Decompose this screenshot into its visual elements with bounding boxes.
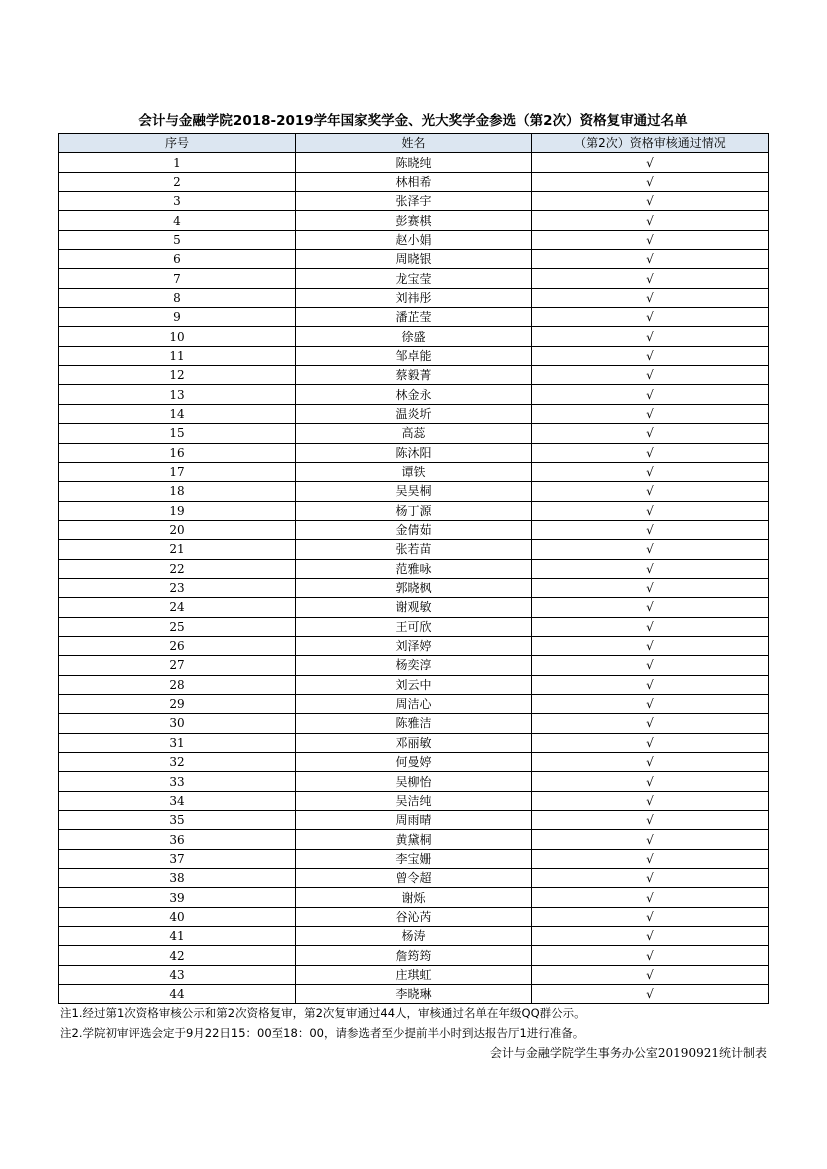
table-row	[59, 308, 769, 327]
status-check-cell: √	[532, 811, 769, 830]
table-row	[59, 250, 769, 269]
table-row	[59, 965, 769, 984]
student-name-cell: 刘云中	[296, 675, 532, 694]
status-check-cell: √	[532, 888, 769, 907]
student-name-cell: 龙宝莹	[296, 269, 532, 288]
student-name-cell: 邹卓能	[296, 346, 532, 365]
table-row	[59, 443, 769, 462]
row-number-cell: 15	[59, 424, 296, 443]
student-name-cell: 詹筠筠	[296, 946, 532, 965]
student-name-cell: 赵小娟	[296, 230, 532, 249]
table-row	[59, 694, 769, 713]
table-row	[59, 849, 769, 868]
table-row	[59, 501, 769, 520]
row-number-cell: 18	[59, 482, 296, 501]
status-check-cell: √	[532, 559, 769, 578]
student-name-cell: 彭赛棋	[296, 211, 532, 230]
student-name-cell: 陈晓纯	[296, 153, 532, 172]
column-header-number: 序号	[59, 134, 296, 153]
row-number-cell: 16	[59, 443, 296, 462]
row-number-cell: 44	[59, 985, 296, 1004]
row-number-cell: 19	[59, 501, 296, 520]
row-number-cell: 17	[59, 462, 296, 481]
student-name-cell: 潘芷莹	[296, 308, 532, 327]
table-row	[59, 675, 769, 694]
table-row	[59, 540, 769, 559]
row-number-cell: 9	[59, 308, 296, 327]
row-number-cell: 7	[59, 269, 296, 288]
row-number-cell: 22	[59, 559, 296, 578]
student-name-cell: 谭铁	[296, 462, 532, 481]
table-row	[59, 192, 769, 211]
status-check-cell: √	[532, 578, 769, 597]
status-check-cell: √	[532, 753, 769, 772]
table-row	[59, 559, 769, 578]
status-check-cell: √	[532, 985, 769, 1004]
status-check-cell: √	[532, 540, 769, 559]
row-number-cell: 11	[59, 346, 296, 365]
table-row	[59, 385, 769, 404]
student-name-cell: 周雨晴	[296, 811, 532, 830]
row-number-cell: 20	[59, 520, 296, 539]
status-check-cell: √	[532, 230, 769, 249]
table-row	[59, 578, 769, 597]
status-check-cell: √	[532, 791, 769, 810]
student-name-cell: 曾令超	[296, 869, 532, 888]
student-name-cell: 杨丁源	[296, 501, 532, 520]
row-number-cell: 29	[59, 694, 296, 713]
student-name-cell: 谷沁芮	[296, 907, 532, 926]
table-row	[59, 811, 769, 830]
row-number-cell: 12	[59, 366, 296, 385]
table-row	[59, 346, 769, 365]
note-1: 注1.经过第1次资格审核公示和第2次资格复审，第2次复审通过44人，审核通过名单在年级QQ群公示。	[60, 1006, 586, 1020]
status-check-cell: √	[532, 269, 769, 288]
student-name-cell: 刘泽婷	[296, 636, 532, 655]
status-check-cell: √	[532, 250, 769, 269]
status-check-cell: √	[532, 714, 769, 733]
row-number-cell: 30	[59, 714, 296, 733]
status-check-cell: √	[532, 462, 769, 481]
status-check-cell: √	[532, 694, 769, 713]
status-check-cell: √	[532, 327, 769, 346]
student-name-cell: 何曼婷	[296, 753, 532, 772]
student-name-cell: 范雅咏	[296, 559, 532, 578]
student-name-cell: 张泽宇	[296, 192, 532, 211]
status-check-cell: √	[532, 404, 769, 423]
row-number-cell: 25	[59, 617, 296, 636]
student-name-cell: 庄琪虹	[296, 965, 532, 984]
status-check-cell: √	[532, 153, 769, 172]
column-header-status: （第2次）资格审核通过情况	[532, 134, 769, 153]
status-check-cell: √	[532, 617, 769, 636]
table-row	[59, 636, 769, 655]
table-row	[59, 888, 769, 907]
table-row	[59, 927, 769, 946]
student-name-cell: 吴柳怡	[296, 772, 532, 791]
student-name-cell: 张若苗	[296, 540, 532, 559]
table-row	[59, 462, 769, 481]
row-number-cell: 35	[59, 811, 296, 830]
student-name-cell: 李晓琳	[296, 985, 532, 1004]
row-number-cell: 8	[59, 288, 296, 307]
student-name-cell: 林相希	[296, 172, 532, 191]
status-check-cell: √	[532, 346, 769, 365]
row-number-cell: 41	[59, 927, 296, 946]
status-check-cell: √	[532, 830, 769, 849]
row-number-cell: 4	[59, 211, 296, 230]
row-number-cell: 40	[59, 907, 296, 926]
row-number-cell: 36	[59, 830, 296, 849]
student-name-cell: 刘祎彤	[296, 288, 532, 307]
status-check-cell: √	[532, 965, 769, 984]
row-number-cell: 43	[59, 965, 296, 984]
row-number-cell: 3	[59, 192, 296, 211]
row-number-cell: 42	[59, 946, 296, 965]
status-check-cell: √	[532, 907, 769, 926]
student-name-cell: 温炎圻	[296, 404, 532, 423]
status-check-cell: √	[532, 501, 769, 520]
table-row	[59, 520, 769, 539]
student-name-cell: 杨奕淳	[296, 656, 532, 675]
row-number-cell: 6	[59, 250, 296, 269]
status-check-cell: √	[532, 598, 769, 617]
status-check-cell: √	[532, 927, 769, 946]
row-number-cell: 38	[59, 869, 296, 888]
table-row	[59, 327, 769, 346]
student-name-cell: 林金永	[296, 385, 532, 404]
table-row	[59, 366, 769, 385]
footer-signature: 会计与金融学院学生事务办公室20190921统计制表	[489, 1046, 767, 1060]
row-number-cell: 37	[59, 849, 296, 868]
status-check-cell: √	[532, 772, 769, 791]
student-name-cell: 吴洁纯	[296, 791, 532, 810]
table-row	[59, 791, 769, 810]
student-name-cell: 徐盛	[296, 327, 532, 346]
student-name-cell: 黄黛桐	[296, 830, 532, 849]
student-name-cell: 李宝姗	[296, 849, 532, 868]
table-row	[59, 946, 769, 965]
row-number-cell: 10	[59, 327, 296, 346]
roster-table	[58, 133, 769, 1004]
table-row	[59, 211, 769, 230]
row-number-cell: 24	[59, 598, 296, 617]
student-name-cell: 周晓银	[296, 250, 532, 269]
status-check-cell: √	[532, 366, 769, 385]
student-name-cell: 高蕊	[296, 424, 532, 443]
table-row	[59, 172, 769, 191]
table-row	[59, 617, 769, 636]
row-number-cell: 28	[59, 675, 296, 694]
status-check-cell: √	[532, 636, 769, 655]
student-name-cell: 谢烁	[296, 888, 532, 907]
status-check-cell: √	[532, 869, 769, 888]
row-number-cell: 34	[59, 791, 296, 810]
table-row	[59, 869, 769, 888]
status-check-cell: √	[532, 385, 769, 404]
status-check-cell: √	[532, 443, 769, 462]
row-number-cell: 13	[59, 385, 296, 404]
row-number-cell: 2	[59, 172, 296, 191]
table-row	[59, 714, 769, 733]
student-name-cell: 周洁心	[296, 694, 532, 713]
status-check-cell: √	[532, 424, 769, 443]
row-number-cell: 5	[59, 230, 296, 249]
row-number-cell: 32	[59, 753, 296, 772]
table-row	[59, 404, 769, 423]
table-header-row	[59, 134, 769, 153]
table-row	[59, 733, 769, 752]
student-name-cell: 吴昊桐	[296, 482, 532, 501]
table-row	[59, 907, 769, 926]
row-number-cell: 26	[59, 636, 296, 655]
row-number-cell: 1	[59, 153, 296, 172]
status-check-cell: √	[532, 675, 769, 694]
status-check-cell: √	[532, 211, 769, 230]
table-row	[59, 288, 769, 307]
row-number-cell: 31	[59, 733, 296, 752]
status-check-cell: √	[532, 733, 769, 752]
row-number-cell: 33	[59, 772, 296, 791]
table-row	[59, 830, 769, 849]
table-row	[59, 656, 769, 675]
student-name-cell: 谢观敏	[296, 598, 532, 617]
table-row	[59, 153, 769, 172]
student-name-cell: 郭晓枫	[296, 578, 532, 597]
status-check-cell: √	[532, 520, 769, 539]
note-2: 注2.学院初审评选会定于9月22日15：00至18：00，请参选者至少提前半小时到达报告厅1进行准备。	[60, 1026, 585, 1040]
row-number-cell: 27	[59, 656, 296, 675]
table-row	[59, 269, 769, 288]
status-check-cell: √	[532, 288, 769, 307]
student-name-cell: 蔡毅菁	[296, 366, 532, 385]
student-name-cell: 王可欣	[296, 617, 532, 636]
row-number-cell: 14	[59, 404, 296, 423]
status-check-cell: √	[532, 849, 769, 868]
table-row	[59, 985, 769, 1004]
student-name-cell: 邓丽敏	[296, 733, 532, 752]
student-name-cell: 陈沐阳	[296, 443, 532, 462]
status-check-cell: √	[532, 656, 769, 675]
row-number-cell: 39	[59, 888, 296, 907]
status-check-cell: √	[532, 192, 769, 211]
student-name-cell: 陈雅洁	[296, 714, 532, 733]
table-row	[59, 598, 769, 617]
table-row	[59, 772, 769, 791]
status-check-cell: √	[532, 482, 769, 501]
document-title: 会计与金融学院2018-2019学年国家奖学金、光大奖学金参选（第2次）资格复审通过名单	[138, 113, 688, 129]
status-check-cell: √	[532, 946, 769, 965]
status-check-cell: √	[532, 172, 769, 191]
status-check-cell: √	[532, 308, 769, 327]
table-row	[59, 424, 769, 443]
row-number-cell: 21	[59, 540, 296, 559]
student-name-cell: 杨涛	[296, 927, 532, 946]
student-name-cell: 金倩茹	[296, 520, 532, 539]
table-row	[59, 753, 769, 772]
table-row	[59, 482, 769, 501]
column-header-name: 姓名	[296, 134, 532, 153]
table-row	[59, 230, 769, 249]
row-number-cell: 23	[59, 578, 296, 597]
